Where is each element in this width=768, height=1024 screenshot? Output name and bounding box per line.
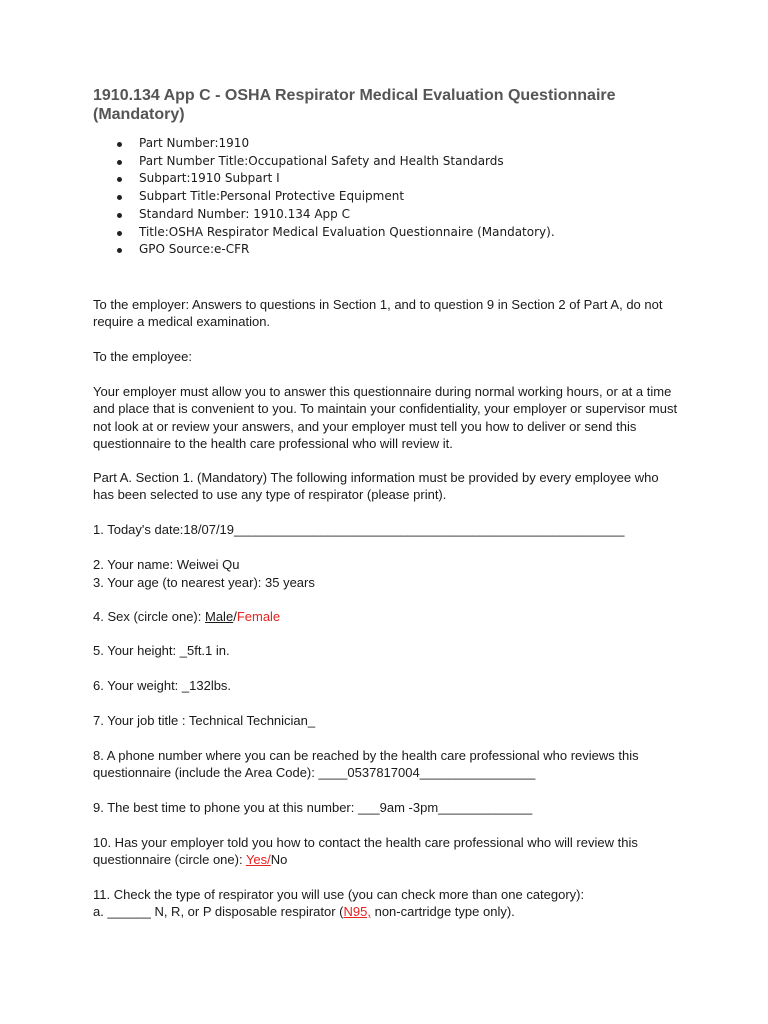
question-3-age: 3. Your age (to nearest year): 35 years [93,575,315,590]
metadata-list [93,135,555,259]
question-1-date: 1. Today's date:18/07/19______________________________________________________ [93,522,625,537]
sex-option-male: Male [205,609,234,624]
n95-mark: N95, [343,904,371,919]
question-11a-suffix: non-cartridge type only). [370,904,515,919]
question-4-sex [93,608,683,625]
list-item: Title:OSHA Respirator Medical Evaluation Questionnaire (Mandatory). [93,224,555,242]
list-item: Part Number:1910 [93,135,555,153]
list-item: Subpart Title:Personal Protective Equipment [93,188,555,206]
question-9-best-time: 9. The best time to phone you at this number: ___9am -3pm_____________ [93,800,533,815]
question-6-weight: 6. Your weight: _132lbs. [93,678,232,693]
list-item: Part Number Title:Occupational Safety and Health Standards [93,153,555,171]
employee-heading: To the employee: [93,349,193,364]
document-title: 1910.134 App C - OSHA Respirator Medical Evaluation Questionnaire (Mandatory) [93,87,616,123]
question-4-label: 4. Sex (circle one): [93,609,205,624]
list-item: Standard Number: 1910.134 App C [93,206,555,224]
question-8-phone: 8. A phone number where you can be reached by the health care professional who reviews this questionnaire (include the Area Code): ____0537817004________________ [93,748,639,781]
question-5-height: 5. Your height: _5ft.1 in. [93,643,230,658]
question-10-label: 10. Has your employer told you how to contact the health care professional who will review this questionnaire (circle one): [93,835,638,868]
question-11a-disposable [93,903,683,920]
sex-option-female: Female [236,609,281,624]
contact-option-no: No [270,852,288,868]
part-a-intro: Part A. Section 1. (Mandatory) The following information must be provided by every employee who has been selected to use any type of respirator (please print). [93,470,659,503]
contact-option-yes: Yes/ [245,852,271,868]
sex-separator: / [233,609,237,624]
question-10-contact [93,834,683,869]
employee-instructions: Your employer must allow you to answer this questionnaire during normal working hours, or at a time and place that is convenient to you. To maintain your confidentiality, your employer or supervisor must not look at or review your answers, and your employer must tell you how to deliver or send this questionnaire to the health care professional who will review it. [93,384,678,451]
list-item: Subpart:1910 Subpart I [93,170,555,188]
employer-note: To the employer: Answers to questions in Section 1, and to question 9 in Section 2 of Part A, do not require a medical examination. [93,297,663,330]
question-11-respirator-type: 11. Check the type of respirator you will use (you can check more than one category): [93,887,585,902]
list-item: GPO Source:e-CFR [93,241,555,259]
question-2-name: 2. Your name: Weiwei Qu [93,557,240,572]
question-7-job-title: 7. Your job title : Technical Technician_ [93,713,316,728]
question-11a-label: a. ______ N, R, or P disposable respirator ( [93,904,344,919]
